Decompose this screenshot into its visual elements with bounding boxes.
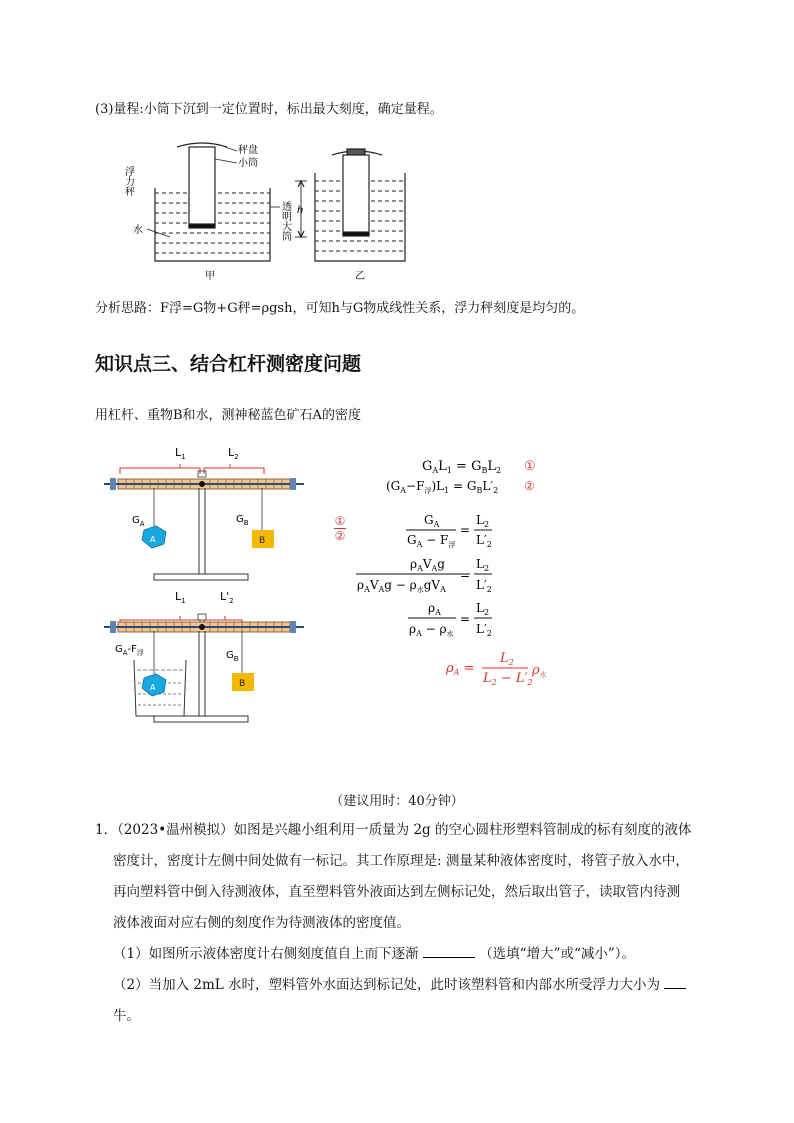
svg-text:②: ② — [524, 479, 535, 493]
L2p-label-bottom: $L'_2$ — [220, 590, 234, 605]
svg-text:ρA =: $\rho_A$ = — [446, 661, 475, 677]
svg-text:L2 − L′2: $L_2 - L'_2$ — [483, 671, 533, 687]
L1-label-bottom: $L_1$ — [175, 590, 186, 605]
svg-text:=: = — [460, 568, 471, 582]
sub-question-2-end: 牛。 — [113, 1008, 140, 1024]
equation-3 — [406, 513, 492, 549]
svg-text:B: B — [239, 679, 246, 689]
svg-text:L′2: $L'_2$ — [476, 578, 492, 594]
L1-label-top: $L_1$ — [175, 446, 186, 461]
svg-text:L2: $L_2$ — [500, 651, 514, 667]
sub-question-2: （2）当加入 2mL 水时，塑料管外水面达到标记处，此时该塑料管和内部水所受浮力大小为 — [95, 970, 715, 1001]
svg-text:L′2: $L'_2$ — [476, 622, 492, 638]
svg-text:ρA: $\rho_A$ — [428, 601, 441, 617]
svg-text:L2: $L_2$ — [476, 557, 490, 573]
svg-text:L2: $L_2$ — [476, 513, 490, 529]
equation-result — [445, 651, 547, 687]
intro-text: 用杠杆、重物B和水，测神秘蓝色矿石A的密度 — [95, 408, 361, 423]
transparent-tube-label: 透明大筒 — [279, 201, 291, 241]
svg-text:=: = — [460, 523, 471, 537]
equation-2 — [386, 479, 535, 495]
GA-label: $G_A$ — [132, 515, 145, 528]
scale-pan-label: 秤盘 — [238, 145, 258, 156]
beaker-right — [295, 149, 405, 261]
question-line-2: 密度计，密度计左侧中间处做有一标记。其工作原理是: 测量某种液体密度时，将管子放入水中， — [113, 853, 689, 869]
lever-top — [104, 446, 304, 580]
svg-text:A: A — [150, 535, 156, 544]
equation-1 — [422, 459, 536, 475]
svg-text:ρA − ρ水: $\rho_A - \rho_水$ — [409, 622, 454, 638]
question-number: 1． — [95, 822, 118, 838]
svg-text:L′2: $L'_2$ — [476, 533, 492, 549]
water-label: 水 — [133, 225, 143, 236]
equation-4 — [356, 557, 492, 594]
section-heading: 知识点三、结合杠杆测密度问题 — [95, 353, 362, 375]
GB-label-top: $G_B$ — [236, 514, 249, 527]
svg-text:①: ① — [524, 459, 536, 474]
lever-figure — [100, 438, 310, 730]
svg-text:B: B — [259, 536, 266, 546]
svg-text:(GA−F浮)L1 = GBL′2: $(G_A-F_浮)L_1 = G_BL'_2$ — [386, 479, 499, 495]
L2-label-top: $L_2$ — [228, 446, 239, 461]
answer-blank-1[interactable] — [423, 943, 475, 958]
float-scale-label: 浮力秤 — [122, 166, 134, 196]
svg-text:A: A — [150, 683, 156, 692]
lever-bottom — [104, 590, 304, 722]
h-label: h — [297, 205, 304, 216]
svg-text:GAL1 = GBL2: $G_AL_1 = G_BL_2$ — [422, 459, 502, 475]
caption-yi: 乙 — [355, 271, 365, 282]
answer-blank-2[interactable] — [664, 974, 686, 989]
sub-question-1: （1）如图所示液体密度计右侧刻度值自上而下逐渐 （选填“增大”或“减小”）。 — [95, 939, 715, 970]
small-tube-label: 小筒 — [238, 158, 258, 169]
float-scale-figure — [122, 133, 425, 283]
svg-text:L2: $L_2$ — [476, 601, 490, 617]
analysis-text: 分析思路：F浮=G物+G秤=ρgsh，可知h与G物成线性关系，浮力秤刻度是均匀的。 — [95, 301, 585, 316]
beaker-left — [147, 143, 280, 261]
GB-label-bottom: $G_B$ — [226, 650, 239, 663]
range-text: (3)量程:小筒下沉到一定位置时，标出最大刻度，确定量程。 — [95, 102, 443, 117]
caption-jia: 甲 — [205, 271, 215, 282]
question-line-4: 液体液面对应右侧的刻度作为待测液体的密度值。 — [113, 915, 410, 931]
GA-minus-F-label: $G_A-F_浮$ — [115, 644, 144, 657]
svg-text:ρ水: $\rho_水$ — [532, 663, 547, 679]
svg-text:=: = — [460, 612, 471, 626]
equations — [350, 452, 570, 687]
svg-text:GA − F浮: $G_A - F_浮$ — [407, 533, 456, 549]
question-line-3: 再向塑料管中倒入待测液体，直至塑料管外液面达到左侧标记处，然后取出管子，读取管内待测 — [113, 884, 680, 900]
equation-5 — [408, 601, 492, 638]
question-line-1: （2023•温州模拟）如图是兴趣小组利用一质量为 2g 的空心圆柱形塑料管制成的标有刻度的液体 — [117, 822, 692, 838]
svg-text:ρAVAg − ρ水gVA: $\rho_AV_Ag - \rho_水gV_A$ — [357, 578, 446, 594]
svg-text:ρAVAg: $\rho_AV_Ag$ — [410, 557, 445, 573]
circ-division: ① ② — [334, 514, 346, 543]
suggested-time: （建议用时：40分钟） — [330, 794, 464, 809]
question-1 — [95, 815, 715, 1032]
svg-text:GA: $G_A$ — [424, 513, 440, 529]
